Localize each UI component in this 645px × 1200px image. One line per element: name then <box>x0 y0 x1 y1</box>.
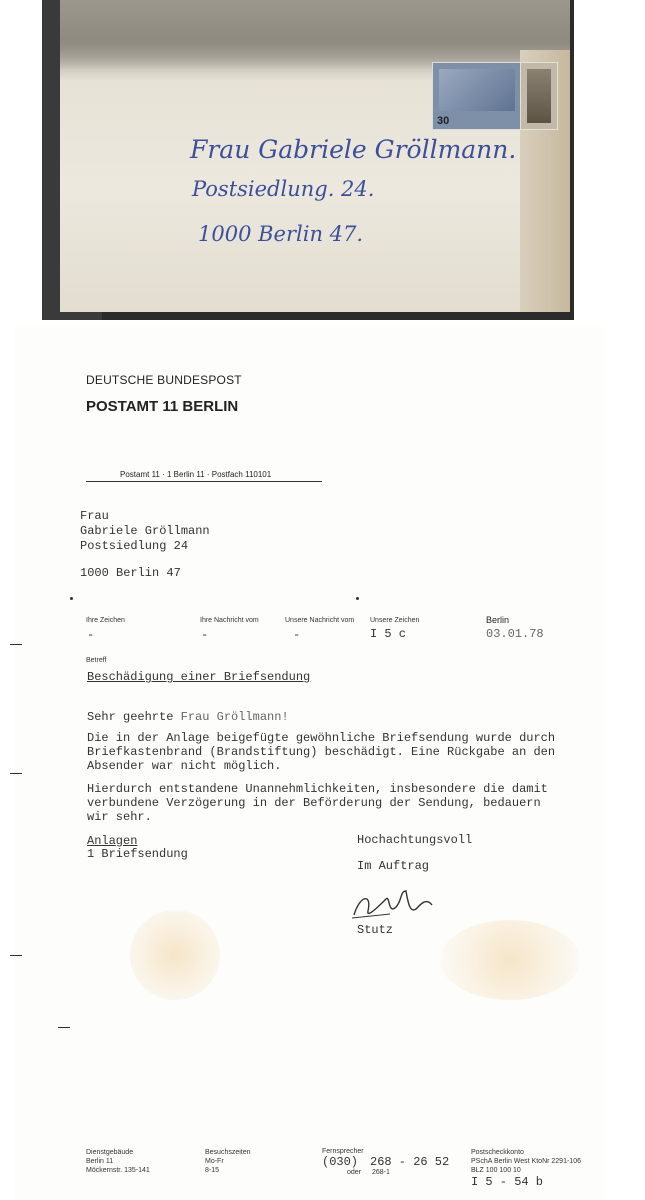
salutation <box>87 710 289 724</box>
recipient-line: 1000 Berlin 47 <box>80 566 181 580</box>
fold-mark <box>10 955 22 956</box>
return-address-rule <box>86 481 322 482</box>
recipient-line: Gabriele Gröllmann <box>80 524 210 538</box>
ref-value-ihre-zeichen: - <box>87 628 95 642</box>
closing: Hochachtungsvoll <box>357 833 473 847</box>
footer-line: Postscheckkonto <box>471 1149 524 1156</box>
body-paragraph-2 <box>87 782 548 824</box>
body-line: Hierdurch entstandene Unannehmlichkeiten, insbesondere die damit <box>87 782 548 796</box>
letterhead-org: DEUTSCHE BUNDESPOST <box>86 373 242 387</box>
salutation-text: Sehr geehrte <box>87 710 174 724</box>
postage-stamp-second <box>520 62 558 130</box>
stain <box>440 920 580 1000</box>
footer-line: BLZ 100 100 10 <box>471 1167 521 1174</box>
postage-stamp <box>432 62 522 130</box>
footer-line: Mo-Fr <box>205 1158 224 1165</box>
envelope-address-line-3: 1000 Berlin 47. <box>198 222 364 246</box>
salutation-name: Frau Gröllmann! <box>180 710 289 724</box>
ref-header-ihre-zeichen: Ihre Zeichen <box>86 617 125 624</box>
recipient-spacer <box>80 554 210 566</box>
letter-date: 03.01.78 <box>486 627 544 641</box>
return-address: Postamt 11 · 1 Berlin 11 · Postfach 110101 <box>120 470 272 479</box>
recipient-line: Frau <box>80 509 109 523</box>
footer-besuchszeiten <box>205 1148 251 1175</box>
footer-line: PSchA Berlin West KtoNr 2291-106 <box>471 1158 581 1165</box>
letter-subject: Beschädigung einer Briefsendung <box>87 670 311 684</box>
footer-postscheckkonto <box>471 1148 581 1175</box>
letterhead-office: POSTAMT 11 BERLIN <box>86 398 239 415</box>
stamp-image-second <box>527 69 551 123</box>
ref-header-unsere-zeichen: Unsere Zeichen <box>370 617 420 624</box>
envelope-address-line-1: Frau Gabriele Gröllmann. <box>190 135 517 164</box>
fold-mark <box>58 1027 70 1028</box>
footer-fernsprecher-label: Fernsprecher <box>322 1148 364 1155</box>
ref-header-unsere-nachricht: Unsere Nachricht vom <box>285 617 355 624</box>
envelope-address-line-2: Postsiedlung. 24. <box>192 177 375 201</box>
signature <box>350 885 440 925</box>
footer-line: Besuchszeiten <box>205 1149 251 1156</box>
body-line: wir sehr. <box>87 810 152 824</box>
footer-phone-area: (030) <box>322 1155 359 1169</box>
anlagen-item: 1 Briefsendung <box>87 847 188 861</box>
footer-phone-number: 268 - 26 52 <box>370 1155 450 1169</box>
body-line: Absender war nicht möglich. <box>87 759 282 773</box>
ref-value-unsere-zeichen: I 5 c <box>370 627 407 641</box>
body-paragraph-1 <box>87 731 555 773</box>
fold-dot <box>70 597 73 600</box>
footer-ref-code: I 5 - 54 b <box>471 1175 544 1189</box>
body-line: Briefkastenbrand (Brandstiftung) beschädigt. Eine Rückgabe an den <box>87 745 556 759</box>
fold-mark <box>10 644 22 645</box>
signer-name: Stutz <box>357 923 394 937</box>
envelope-burn-damage <box>60 0 570 70</box>
body-line: verbundene Verzögerung in der Beförderung der Sendung, bedauern <box>87 796 541 810</box>
ref-value-ihre-nachricht: - <box>201 628 209 642</box>
ref-header-place: Berlin <box>486 615 510 625</box>
footer-line: Dienstgebäude <box>86 1149 134 1156</box>
fold-dot <box>356 597 359 600</box>
footer-oder: oder <box>347 1169 362 1176</box>
betreff-label: Betreff <box>86 657 107 664</box>
stamp-image <box>439 69 515 111</box>
stamp-value: 30 <box>437 115 450 127</box>
footer-dienstgebaeude <box>86 1148 150 1175</box>
anlagen-label: Anlagen <box>87 834 138 848</box>
stain <box>130 910 220 1000</box>
im-auftrag: Im Auftrag <box>357 859 430 873</box>
footer-line: 8-15 <box>205 1167 220 1174</box>
recipient-line: Postsiedlung 24 <box>80 539 189 553</box>
footer-line: Möckernstr. 135-141 <box>86 1167 150 1174</box>
ref-value-unsere-nachricht: - <box>293 628 301 642</box>
recipient-address <box>80 509 210 581</box>
fold-mark <box>10 773 22 774</box>
footer-phone-alt: 268-1 <box>372 1169 390 1176</box>
ref-header-ihre-nachricht: Ihre Nachricht vom <box>200 617 259 624</box>
footer-line: Berlin 11 <box>86 1158 114 1165</box>
body-line: Die in der Anlage beigefügte gewöhnliche Briefsendung wurde durch <box>87 731 556 745</box>
